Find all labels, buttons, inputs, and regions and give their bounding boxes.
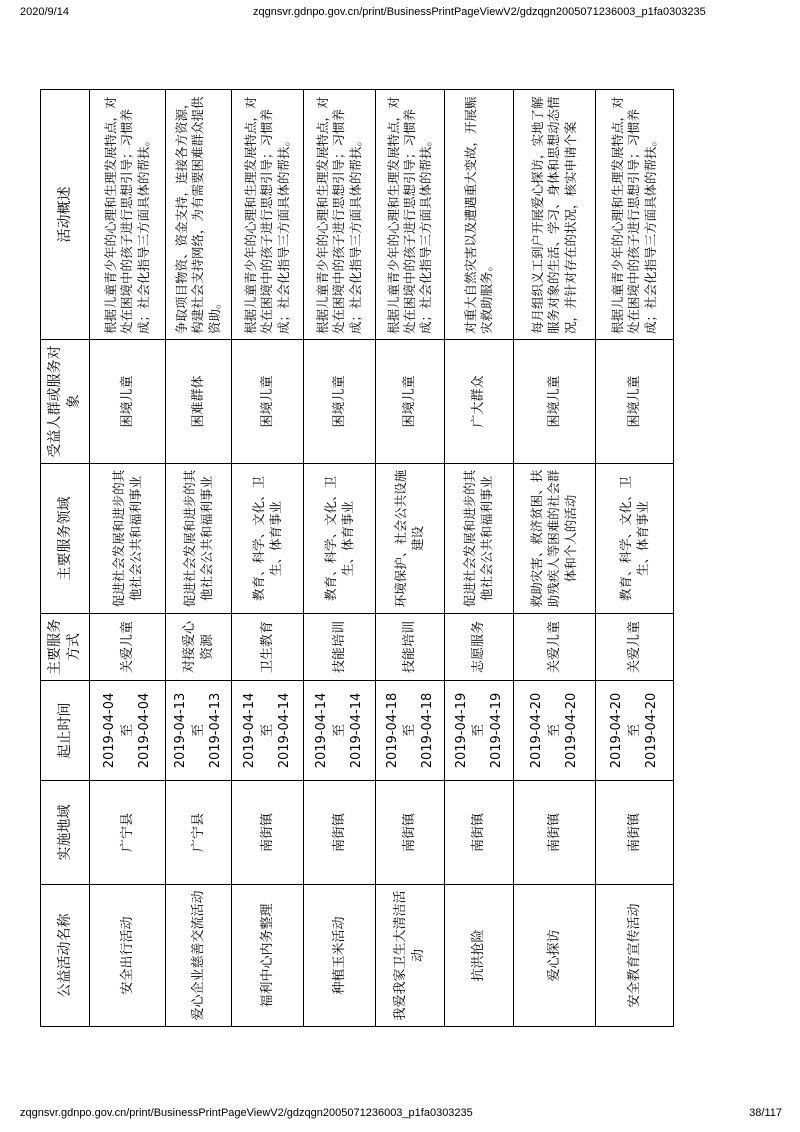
time-end: 2019-04-18	[419, 692, 435, 769]
cell-target: 广大群众	[445, 340, 514, 464]
table-row	[166, 90, 232, 1027]
cell-target: 困境儿童	[232, 340, 304, 464]
print-date: 2020/9/14	[20, 6, 69, 18]
time-start: 2019-04-20	[529, 692, 545, 769]
table-row	[90, 90, 166, 1027]
header-target: 受益人群或服务对象	[41, 340, 90, 464]
page-number: 38/117	[749, 1107, 782, 1119]
time-end: 2019-04-20	[644, 692, 660, 769]
cell-area: 广宁县	[90, 781, 166, 885]
time-start: 2019-04-14	[242, 692, 258, 769]
time-start: 2019-04-13	[173, 692, 189, 769]
cell-target: 困境儿童	[376, 340, 445, 464]
cell-activity-name: 爱心企业慈善交流活动	[166, 885, 232, 1027]
cell-area: 南街镇	[232, 781, 304, 885]
header-area: 实施地域	[41, 781, 90, 885]
time-mid: 至	[331, 724, 347, 738]
cell-field: 促进社会发展和进步的其他社会公共和福利事业	[445, 464, 514, 614]
time-end: 2019-04-19	[488, 692, 504, 769]
cell-method: 关爱儿童	[596, 614, 674, 681]
header-field: 主要服务领域	[41, 464, 90, 614]
time-start: 2019-04-19	[453, 692, 469, 769]
cell-target: 困境儿童	[596, 340, 674, 464]
time-end: 2019-04-14	[277, 692, 293, 769]
cell-method: 对接爱心资源	[166, 614, 232, 681]
table-row	[304, 90, 376, 1027]
cell-area: 南街镇	[514, 781, 596, 885]
cell-time	[514, 681, 596, 781]
cell-description: 根据儿童青少年的心理和生理发展特点，对处在困境中的孩子进行思想引导；习惯养成；社会化指导三方面具体的帮扶。	[304, 90, 376, 340]
cell-time	[445, 681, 514, 781]
time-mid: 至	[259, 724, 275, 738]
table-row	[232, 90, 304, 1027]
cell-field: 教育、科学、文化、卫生、体育事业	[596, 464, 674, 614]
activity-table	[40, 89, 674, 1027]
time-mid: 至	[626, 724, 642, 738]
cell-field: 教育、科学、文化、卫生、体育事业	[232, 464, 304, 614]
table-container	[40, 90, 673, 1027]
cell-time	[232, 681, 304, 781]
table-row	[596, 90, 674, 1027]
cell-target: 困难群体	[166, 340, 232, 464]
time-end: 2019-04-13	[208, 692, 224, 769]
time-end: 2019-04-04	[137, 692, 153, 769]
time-mid: 至	[190, 724, 206, 738]
header-desc: 活动概述	[41, 90, 90, 340]
table-row	[514, 90, 596, 1027]
cell-method: 卫生教育	[232, 614, 304, 681]
cell-description: 根据儿童青少年的心理和生理发展特点，对处在困境中的孩子进行思想引导；习惯养成；社会化指导三方面具体的帮扶。	[596, 90, 674, 340]
cell-target: 困境儿童	[90, 340, 166, 464]
table-row	[445, 90, 514, 1027]
cell-field: 环境保护、社会公共设施建设	[376, 464, 445, 614]
time-start: 2019-04-04	[102, 692, 118, 769]
cell-area: 南街镇	[376, 781, 445, 885]
cell-time	[304, 681, 376, 781]
cell-field: 促进社会发展和进步的其他社会公共和福利事业	[166, 464, 232, 614]
cell-target: 困境儿童	[514, 340, 596, 464]
cell-area: 南街镇	[596, 781, 674, 885]
header-time: 起止时间	[41, 681, 90, 781]
time-end: 2019-04-20	[564, 692, 580, 769]
cell-description: 每月组织义工到户开展爱心探访，实地了解服务对象的生活、学习、身体和思想动态情况，并针对存在的状况，核实申请个案	[514, 90, 596, 340]
cell-activity-name: 安全教育宣传活动	[596, 885, 674, 1027]
time-mid: 至	[402, 724, 418, 738]
header-activity-name: 公益活动名称	[41, 885, 90, 1027]
time-start: 2019-04-18	[384, 692, 400, 769]
cell-field: 促进社会发展和进步的其他社会公共和福利事业	[90, 464, 166, 614]
time-mid: 至	[546, 724, 562, 738]
time-mid: 至	[471, 724, 487, 738]
cell-method: 技能培训	[304, 614, 376, 681]
time-start: 2019-04-20	[609, 692, 625, 769]
cell-area: 南街镇	[304, 781, 376, 885]
time-end: 2019-04-14	[349, 692, 365, 769]
cell-description: 根据儿童青少年的心理和生理发展特点，对处在困境中的孩子进行思想引导；习惯养成；社会化指导三方面具体的帮扶。	[376, 90, 445, 340]
cell-description: 对重大自然灾害以及遭遇重大变故，开展赈灾救助服务。	[445, 90, 514, 340]
cell-time	[166, 681, 232, 781]
cell-method: 关爱儿童	[514, 614, 596, 681]
header-method: 主要服务方式	[41, 614, 90, 681]
table-row	[376, 90, 445, 1027]
cell-description: 根据儿童青少年的心理和生理发展特点，对处在困境中的孩子进行思想引导；习惯养成；社会化指导三方面具体的帮扶。	[90, 90, 166, 340]
cell-activity-name: 安全出行活动	[90, 885, 166, 1027]
cell-target: 困境儿童	[304, 340, 376, 464]
cell-activity-name: 种植玉米活动	[304, 885, 376, 1027]
cell-activity-name: 抗洪抢险	[445, 885, 514, 1027]
cell-field: 教育、科学、文化、卫生、体育事业	[304, 464, 376, 614]
cell-time	[376, 681, 445, 781]
cell-method: 志愿服务	[445, 614, 514, 681]
rotated-table-wrapper	[40, 90, 673, 1027]
cell-time	[90, 681, 166, 781]
cell-activity-name: 福利中心内务整理	[232, 885, 304, 1027]
cell-description: 根据儿童青少年的心理和生理发展特点，对处在困境中的孩子进行思想引导；习惯养成；社会化指导三方面具体的帮扶。	[232, 90, 304, 340]
time-start: 2019-04-14	[314, 692, 330, 769]
cell-time	[596, 681, 674, 781]
cell-method: 关爱儿童	[90, 614, 166, 681]
cell-area: 南街镇	[445, 781, 514, 885]
cell-method: 技能培训	[376, 614, 445, 681]
cell-description: 争取项目物资、资金支持，连接各方资源，构建社会支持网络，为有需要困难群众提供资助。	[166, 90, 232, 340]
cell-activity-name: 爱心探访	[514, 885, 596, 1027]
footer-url: zqgnsvr.gdnpo.gov.cn/print/BusinessPrintPageViewV2/gdzqgn2005071236003_p1fa0303235	[20, 1107, 473, 1119]
cell-activity-name: 我爱我家卫生大清洁活动	[376, 885, 445, 1027]
print-url: zqgnsvr.gdnpo.gov.cn/print/BusinessPrintPageViewV2/gdzqgn2005071236003_p1fa0303235	[253, 6, 706, 18]
cell-field: 救助灾害、救济贫困、扶助残疾人等困难的社会群体和个人的活动	[514, 464, 596, 614]
time-mid: 至	[119, 724, 135, 738]
table-header-row	[41, 90, 90, 1027]
cell-area: 广宁县	[166, 781, 232, 885]
